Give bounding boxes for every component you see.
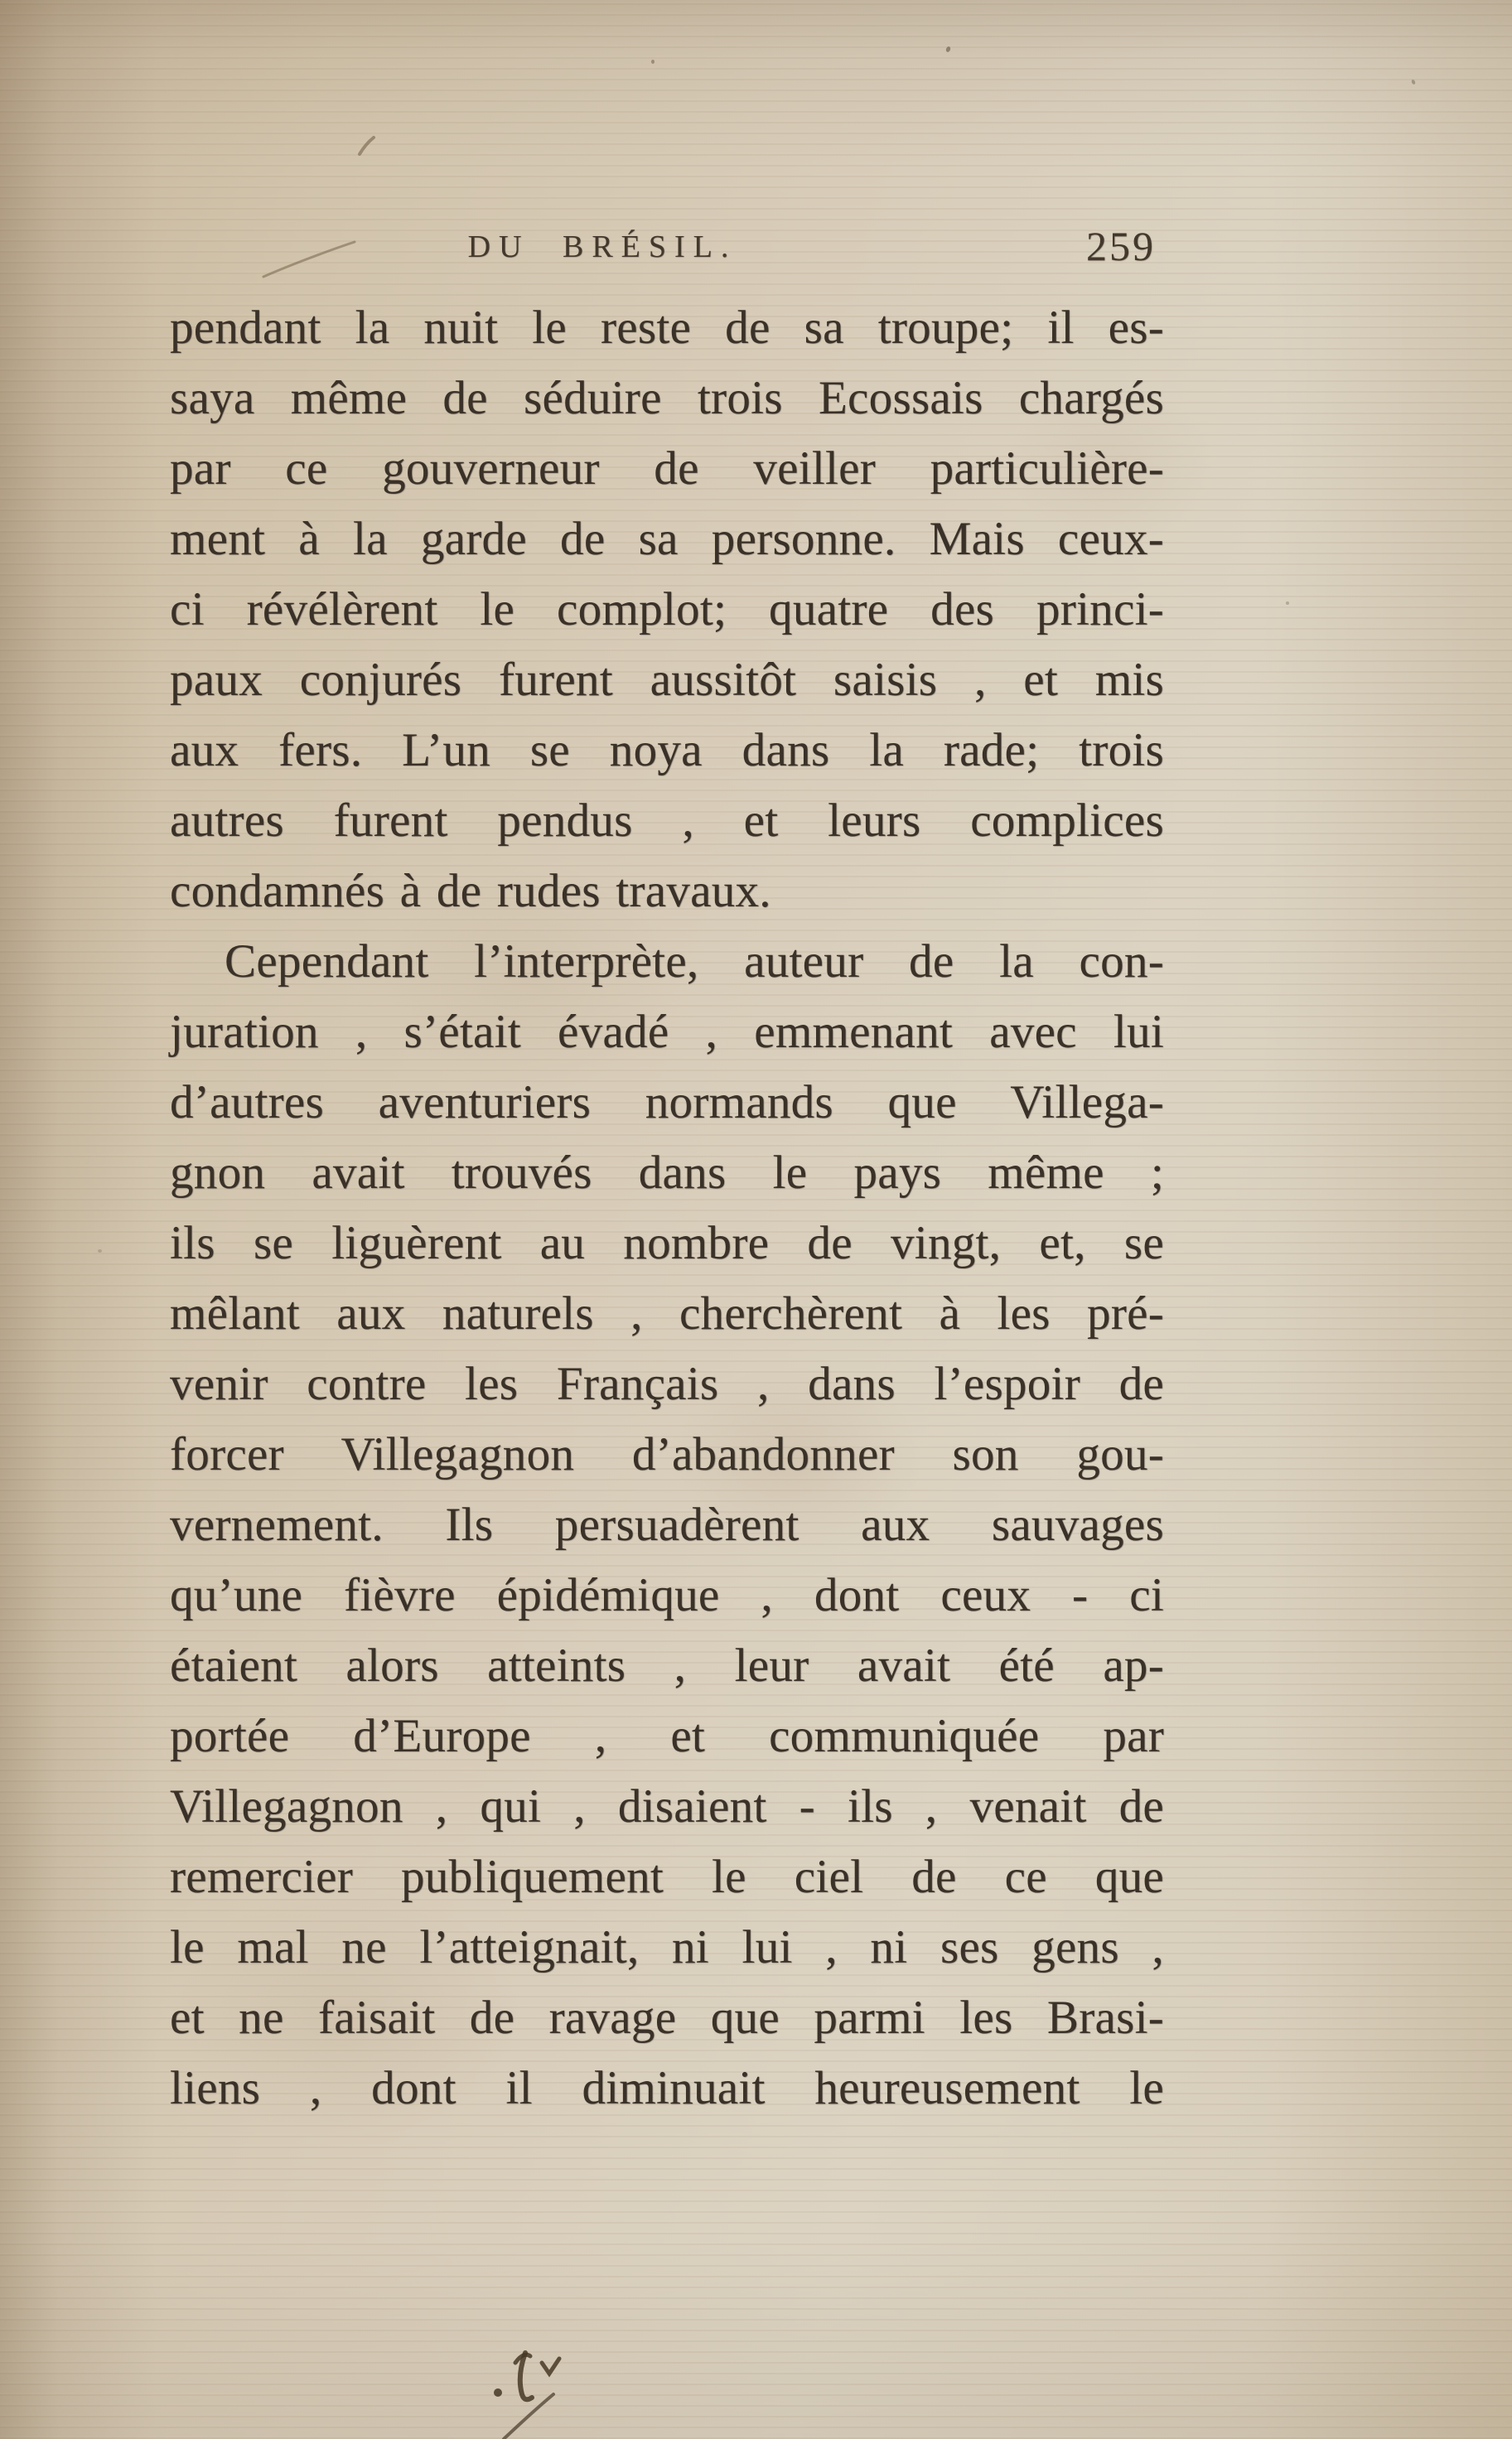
ink-speck [1411,79,1416,85]
text-line: ci révélèrent le complot; quatre des princi- [170,583,1164,635]
text-line: mêlant aux naturels , cherchèrent à les pré- [170,1287,1164,1340]
running-title: DU BRÉSIL. [467,229,737,264]
page-header [170,222,1164,280]
page-body [170,292,1164,2123]
text-line: Cependant l’interprète, auteur de la con- [225,935,1164,988]
text-line: Villegagnon , qui , disaient - ils , venait de [170,1780,1164,1833]
ink-speck [1286,601,1289,605]
text-line: portée d’Europe , et communiquée par [170,1710,1164,1762]
text-line: par ce gouverneur de veiller particulière- [170,442,1164,495]
text-line: paux conjurés furent aussitôt saisis , et mis [170,654,1164,706]
text-line: qu’une fièvre épidémique , dont ceux - ci [170,1569,1164,1621]
text-line: le mal ne l’atteignait, ni lui , ni ses gens , [170,1921,1164,1973]
text-line: et ne faisait de ravage que parmi les Brasi- [170,1992,1164,2044]
small-pen-tick [360,138,374,154]
text-line: remercier publiquement le ciel de ce que [170,1851,1164,1903]
text-line: autres furent pendus , et leurs complices [170,794,1164,847]
handwritten-ink-scribble [494,2353,559,2439]
text-line: ment à la garde de sa personne. Mais ceux- [170,513,1164,565]
text-line: étaient alors atteints , leur avait été ap- [170,1640,1164,1692]
text-line: venir contre les Français , dans l’espoir de [170,1358,1164,1410]
text-line: liens , dont il diminuait heureusement le [170,2062,1164,2114]
ink-speck [98,1249,102,1253]
page-number: 259 [1086,223,1156,269]
text-line: aux fers. L’un se noya dans la rade; trois [170,724,1164,776]
text-line: ils se liguèrent au nombre de vingt, et, se [170,1217,1164,1269]
text-line: saya même de séduire trois Ecossais chargés [170,372,1164,424]
ink-speck [651,60,655,64]
text-line: gnon avait trouvés dans le pays même ; [170,1147,1164,1199]
text-line: forcer Villegagnon d’abandonner son gou- [170,1428,1164,1480]
text-line: condamnés à de rudes travaux. [170,865,771,917]
text-line: vernement. Ils persuadèrent aux sauvages [170,1499,1164,1551]
text-line: pendant la nuit le reste de sa troupe; il es- [170,302,1164,354]
text-line: d’autres aventuriers normands que Villega- [170,1076,1164,1128]
text-line: juration , s’était évadé , emmenant avec lui [170,1006,1164,1058]
ink-speck [945,46,951,52]
